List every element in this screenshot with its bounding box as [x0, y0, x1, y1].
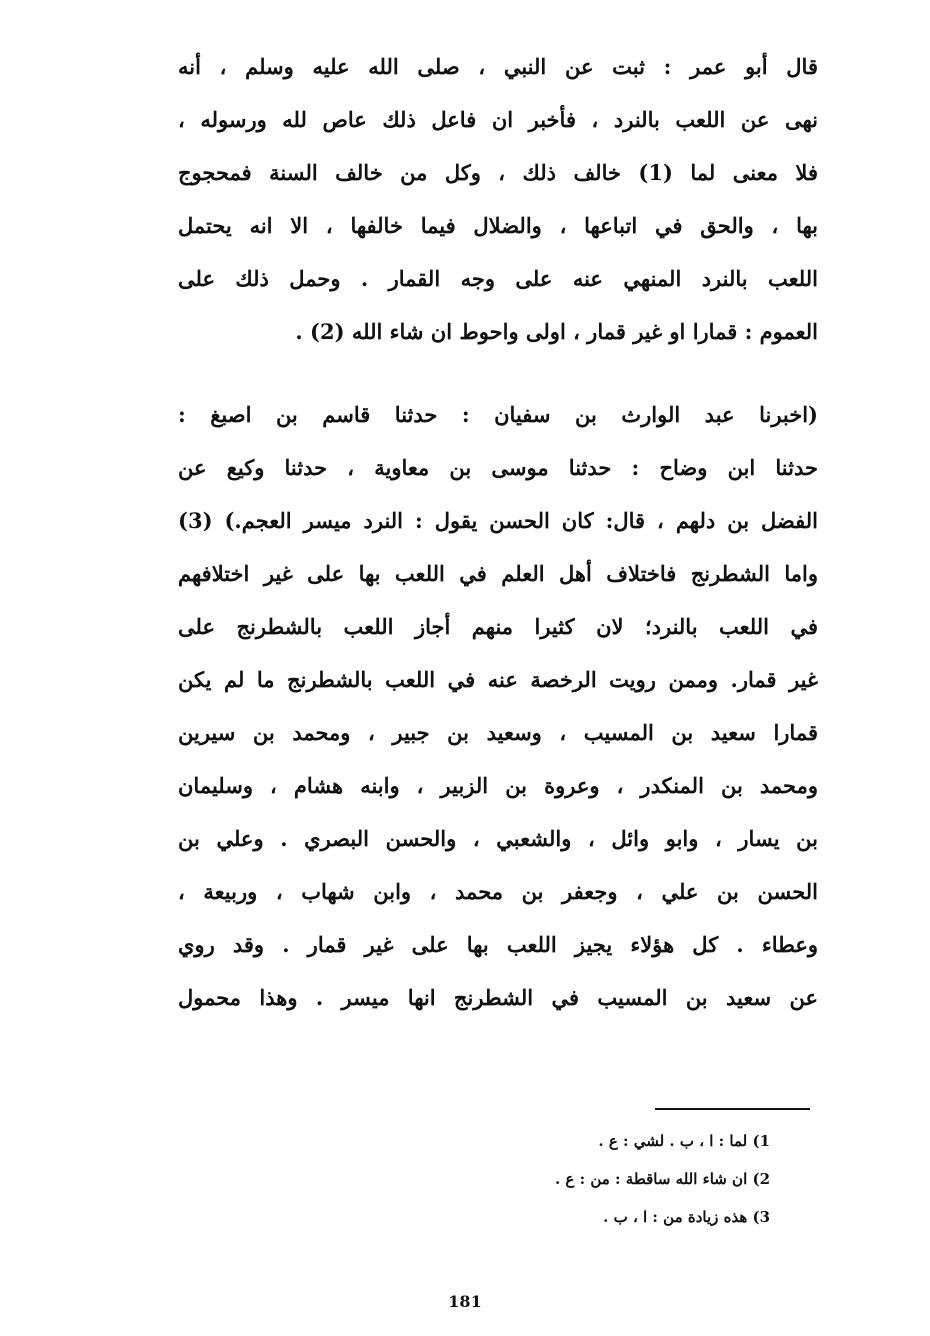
text-line: بها ، والحق في اتباعها ، والضلال فيما خالفها ، الا انه يحتمل [178, 213, 818, 238]
text-line: العموم : قمارا او غير قمار ، اولى واحوط ان شاء الله (2) . [295, 319, 818, 344]
text-line: واما الشطرنج فاختلاف أهل العلم في اللعب بها على غير اختلافهم [178, 561, 818, 586]
paragraph-2 [178, 388, 818, 1024]
footnote-divider [655, 1108, 810, 1110]
text-line: اللعب بالنرد المنهي عنه على وجه القمار . وحمل ذلك على [178, 266, 818, 291]
text-line: حدثنا ابن وضاح : حدثنا موسى بن معاوية ، حدثنا وكيع عن [178, 455, 818, 480]
page-number: 181 [448, 1292, 482, 1311]
text-line: الفضل بن دلهم ، قال: كان الحسن يقول : النرد ميسر العجم.) (3) [178, 508, 818, 533]
footnotes [350, 1122, 770, 1236]
text-line: قال أبو عمر : ثبت عن النبي ، صلى الله عليه وسلم ، أنه [178, 54, 818, 79]
text-line: الحسن بن علي ، وجعفر بن محمد ، وابن شهاب ، وربيعة ، [178, 879, 818, 904]
text-line: قمارا سعيد بن المسيب ، وسعيد بن جبير ، ومحمد بن سيرين [178, 720, 818, 745]
text-line: ومحمد بن المنكدر ، وعروة بن الزبير ، وابنه هشام ، وسليمان [178, 773, 818, 798]
text-line: عن سعيد بن المسيب في الشطرنج انها ميسر . وهذا محمول [178, 985, 818, 1010]
footnote-3: 3) هذه زيادة من : ا ، ب . [603, 1208, 770, 1226]
text-line: غير قمار. وممن رويت الرخصة عنه في اللعب بالشطرنج ما لم يكن [178, 667, 818, 692]
text-line: وعطاء . كل هؤلاء يجيز اللعب بها على غير قمار . وقد روي [178, 932, 818, 957]
main-text-block [178, 40, 818, 1024]
paragraph-gap [178, 358, 818, 388]
text-line: نهى عن اللعب بالنرد ، فأخبر ان فاعل ذلك عاص لله ورسوله ، [178, 107, 818, 132]
text-line: بن يسار ، وابو وائل ، والشعبي ، والحسن البصري . وعلي بن [178, 826, 818, 851]
text-line: في اللعب بالنرد؛ لان كثيرا منهم أجاز اللعب بالشطرنج على [178, 614, 818, 639]
footnote-2: 2) ان شاء الله ساقطة : من : ع . [554, 1170, 770, 1188]
paragraph-1 [178, 40, 818, 358]
text-line: (اخبرنا عبد الوارث بن سفيان : حدثنا قاسم بن اصبغ : [178, 402, 818, 427]
text-line: فلا معنى لما (1) خالف ذلك ، وكل من خالف السنة فمحجوج [178, 160, 818, 185]
footnote-1: 1) لما : ا ، ب . لشي : ع . [598, 1132, 770, 1150]
